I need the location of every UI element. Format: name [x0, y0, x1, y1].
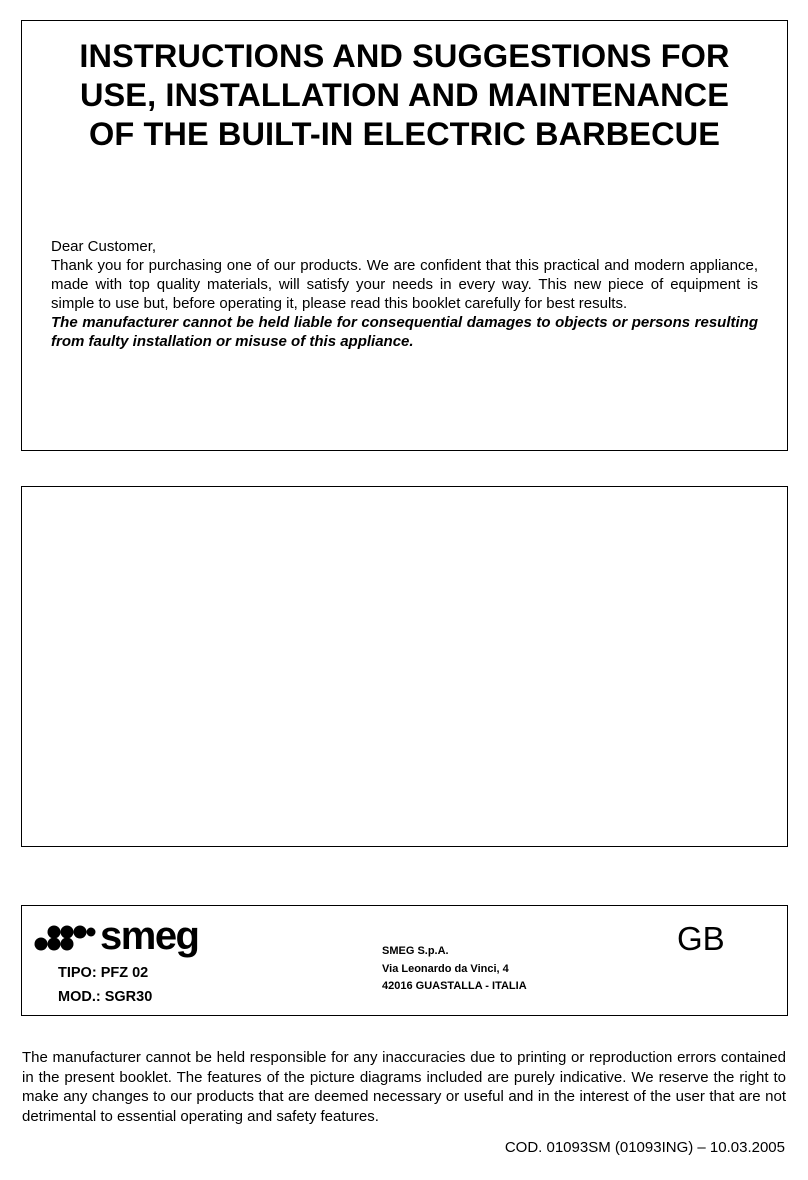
smeg-dots-icon: [34, 916, 100, 958]
liability-warning: The manufacturer cannot be held liable for consequential damages to objects or persons resulting from faulty installation or misuse of this appliance.: [51, 314, 758, 350]
image-placeholder-box: [21, 486, 788, 847]
model-number: MOD.: SGR30: [58, 989, 153, 1005]
intro-body: Thank you for purchasing one of our products. We are confident that this practical and modern appliance, made with top quality materials, will satisfy your needs in every way. This new piece of equipment is simple to use but, before operating it, please read this booklet carefully for best results.: [51, 257, 758, 312]
document-code: COD. 01093SM (01093ING) – 10.03.2005: [504, 1139, 785, 1156]
model-type: TIPO: PFZ 02: [58, 965, 149, 981]
company-name: SMEG S.p.A.: [382, 945, 449, 957]
document-title: [22, 37, 787, 154]
greeting: Dear Customer,: [51, 238, 157, 255]
disclaimer: The manufacturer cannot be held responsible for any inaccuracies due to printing or reproduction errors contained in the present booklet. The features of the picture diagrams included are purely indicative. We reserve the right to make any changes to our products that are deemed necessary or useful and in the interest of the user that are not detrimental to essential operating and safety features.: [22, 1049, 786, 1125]
title-line: INSTRUCTIONS AND SUGGESTIONS FOR: [79, 38, 730, 74]
title-line: USE, INSTALLATION AND MAINTENANCE: [79, 77, 730, 113]
company-address: [382, 943, 527, 996]
company-street: Via Leonardo da Vinci, 4: [382, 962, 509, 975]
intro-text: [51, 237, 758, 351]
title-line: OF THE BUILT-IN ELECTRIC BARBECUE: [88, 116, 721, 152]
intro-box: [21, 20, 788, 451]
smeg-logo: [34, 916, 214, 958]
brand-wordmark: smeg: [100, 914, 199, 958]
company-city: 42016 GUASTALLA - ITALIA: [382, 980, 527, 992]
manufacturer-box: [21, 905, 788, 1016]
country-code: GB: [677, 920, 725, 957]
